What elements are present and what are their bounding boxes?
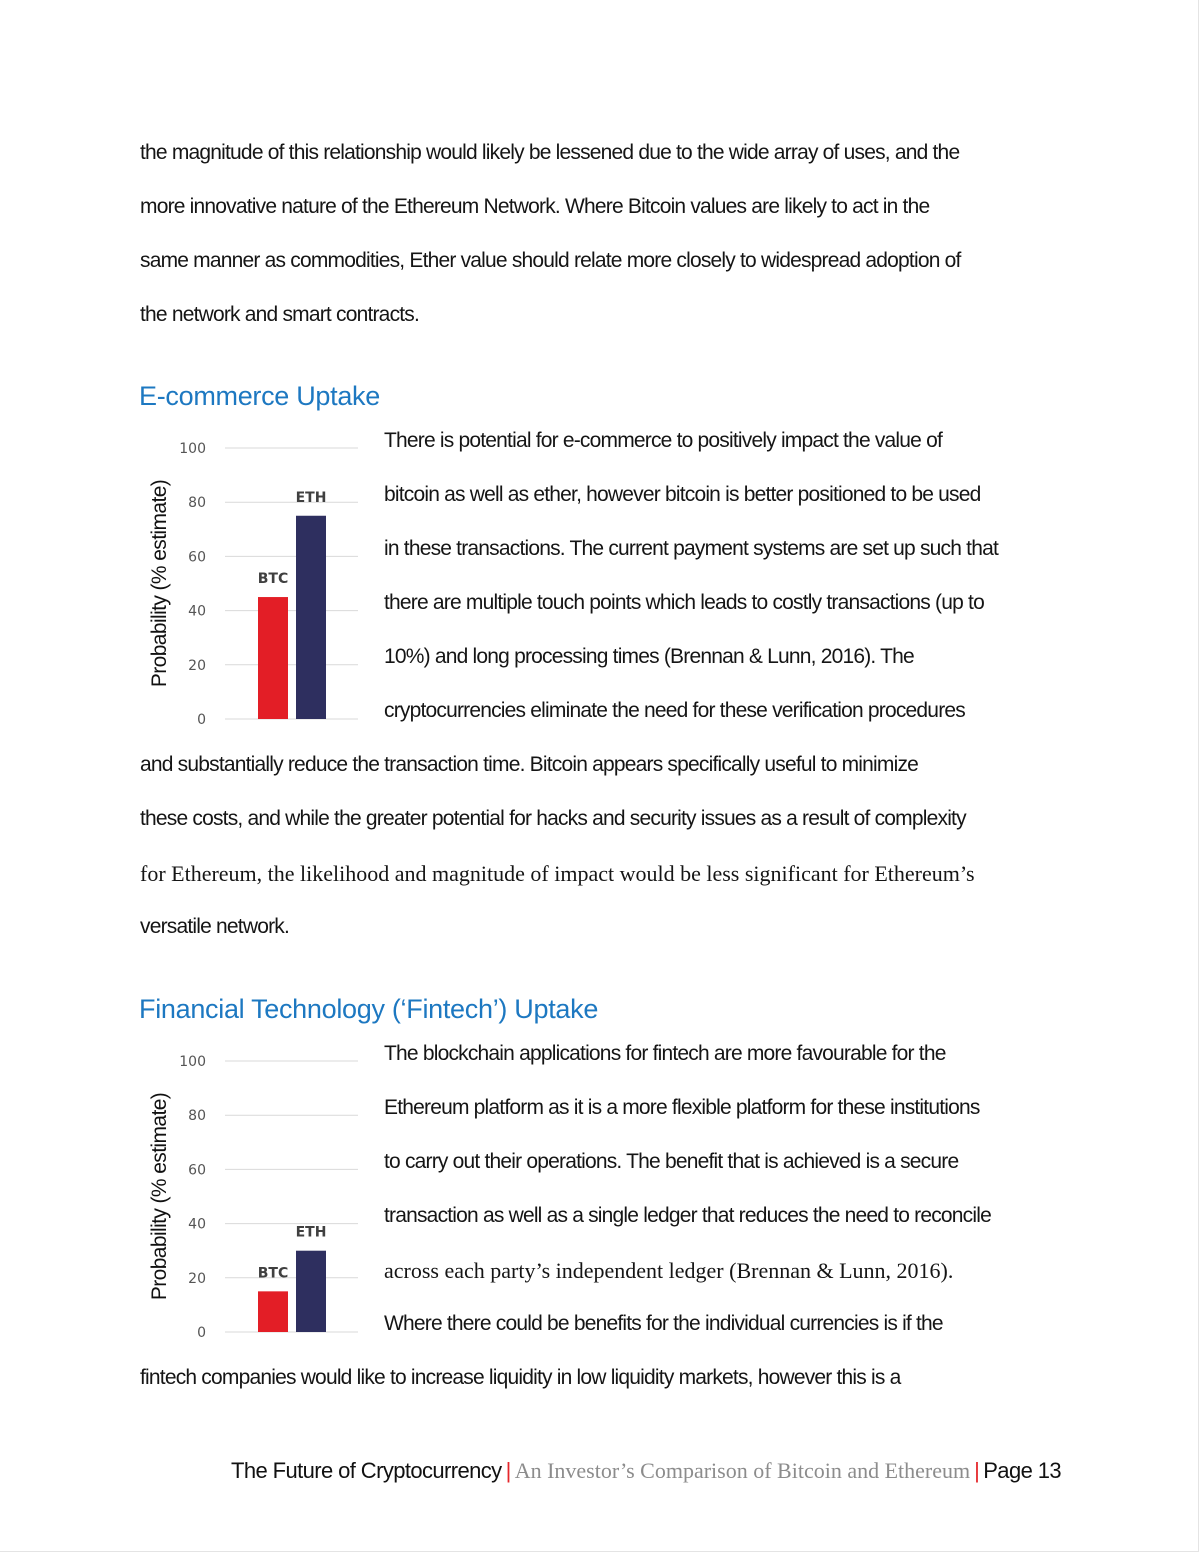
y-axis-label: Probability (% estimate) bbox=[148, 1092, 171, 1301]
y-tick-label: 0 bbox=[197, 1325, 206, 1341]
bar-label-eth: ETH bbox=[295, 1224, 327, 1241]
s2-full-line-1: fintech companies would like to increase liquidity in low liquidity markets, however this is a bbox=[140, 1366, 901, 1389]
bar-eth bbox=[296, 516, 326, 719]
y-tick-label: 0 bbox=[197, 712, 206, 728]
s1-full-line-2: these costs, and while the greater potential for hacks and security issues as a result of complexity bbox=[140, 807, 966, 830]
bar-btc bbox=[258, 1291, 288, 1332]
bar-eth bbox=[296, 1251, 326, 1332]
intro-line-1: the magnitude of this relationship would likely be lessened due to the wide array of uses, and the bbox=[140, 141, 960, 164]
y-tick-label: 80 bbox=[188, 1108, 206, 1125]
s1-side-line-1: There is potential for e-commerce to positively impact the value of bbox=[384, 429, 943, 452]
s1-side-line-4: there are multiple touch points which leads to costly transactions (up to bbox=[384, 591, 984, 614]
y-tick-label: 20 bbox=[188, 1270, 206, 1287]
footer-subtitle: An Investor’s Comparison of Bitcoin and Ethereum bbox=[514, 1458, 971, 1483]
intro-line-3: same manner as commodities, Ether value should relate more closely to widespread adoption of bbox=[140, 249, 961, 272]
y-tick-label: 80 bbox=[188, 495, 206, 512]
s2-side-line-5: across each party’s independent ledger (Brennan & Lunn, 2016). bbox=[384, 1258, 954, 1283]
s2-side-line-2: Ethereum platform as it is a more flexible platform for these institutions bbox=[384, 1096, 980, 1119]
s1-full-line-4: versatile network. bbox=[140, 915, 289, 938]
y-tick-label: 60 bbox=[188, 1162, 206, 1179]
section-heading-ecommerce: E-commerce Uptake bbox=[139, 381, 380, 411]
footer-separator-2: | bbox=[974, 1458, 980, 1483]
s1-side-line-2: bitcoin as well as ether, however bitcoin is better positioned to be used bbox=[384, 483, 981, 506]
y-tick-label: 100 bbox=[179, 1054, 206, 1070]
y-tick-label: 40 bbox=[188, 603, 206, 620]
footer-title: The Future of Cryptocurrency bbox=[231, 1458, 502, 1483]
section-heading-fintech: Financial Technology (‘Fintech’) Uptake bbox=[139, 994, 599, 1024]
bar-label-btc: BTC bbox=[257, 1265, 289, 1282]
s1-side-line-3: in these transactions. The current payment systems are set up such that bbox=[384, 537, 998, 560]
intro-line-2: more innovative nature of the Ethereum Network. Where Bitcoin values are likely to act in the bbox=[140, 195, 930, 218]
intro-line-4: the network and smart contracts. bbox=[140, 303, 420, 326]
y-tick-label: 100 bbox=[179, 441, 206, 457]
s1-full-line-1: and substantially reduce the transaction time. Bitcoin appears specifically useful to minimize bbox=[140, 753, 919, 776]
ecommerce-chart-svg bbox=[140, 430, 370, 730]
fintech-chart bbox=[140, 1043, 370, 1343]
footer-separator-1: | bbox=[505, 1458, 511, 1483]
s1-side-line-5: 10%) and long processing times (Brennan & Lunn, 2016). The bbox=[384, 645, 914, 668]
s2-side-line-3: to carry out their operations. The benefit that is achieved is a secure bbox=[384, 1150, 959, 1173]
s2-side-line-6: Where there could be benefits for the individual currencies is if the bbox=[384, 1312, 943, 1335]
fintech-chart-svg bbox=[140, 1043, 370, 1343]
bar-label-eth: ETH bbox=[295, 489, 327, 506]
s2-side-line-4: transaction as well as a single ledger that reduces the need to reconcile bbox=[384, 1204, 991, 1227]
page-footer bbox=[231, 1458, 1061, 1484]
y-tick-label: 60 bbox=[188, 549, 206, 566]
y-tick-label: 40 bbox=[188, 1216, 206, 1233]
y-tick-label: 20 bbox=[188, 657, 206, 674]
bar-label-btc: BTC bbox=[257, 571, 289, 588]
ecommerce-chart bbox=[140, 430, 370, 730]
bar-btc bbox=[258, 597, 288, 719]
s1-side-line-6: cryptocurrencies eliminate the need for these verification procedures bbox=[384, 699, 965, 722]
s2-side-line-1: The blockchain applications for fintech are more favourable for the bbox=[384, 1042, 946, 1065]
y-axis-label: Probability (% estimate) bbox=[148, 479, 171, 688]
page-number: Page 13 bbox=[983, 1458, 1061, 1483]
s1-full-line-3: for Ethereum, the likelihood and magnitude of impact would be less significant for Ethereum’s bbox=[140, 861, 975, 886]
